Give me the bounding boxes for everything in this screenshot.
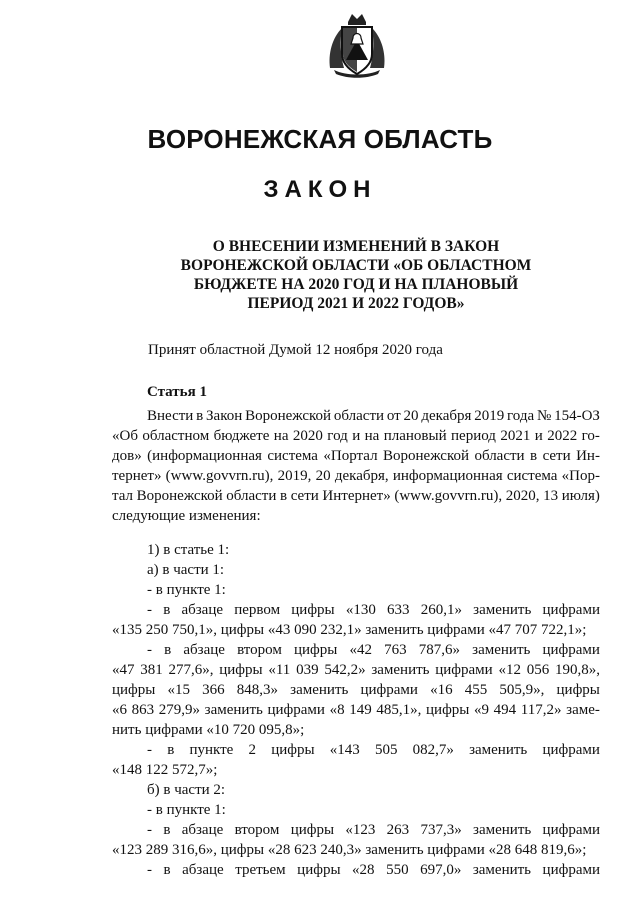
text-line: Внести в Закон Воронежской области от 20 декабря 2019 года № 154-ОЗ [147, 408, 600, 424]
text-line: тал Воронежской области в сети Интернет» (www.govvrn.ru), 2020, 13 июля) [112, 488, 600, 504]
text-line: «6 863 279,9» заменить цифрами «8 149 485,1», цифры «9 494 117,2» заме- [112, 702, 600, 718]
text-line: - в пункте 2 цифры «143 505 082,7» заменить цифрами [147, 742, 600, 758]
text-line: дов» (информационная система «Портал Воронежской области в сети Ин- [112, 448, 600, 464]
coat-of-arms-icon [326, 10, 388, 80]
text-line: б) в части 2: [147, 782, 226, 798]
text-line: «135 250 750,1», цифры «43 090 232,1» заменить цифрами «47 707 722,1»; [112, 622, 587, 638]
text-line: - в абзаце первом цифры «130 633 260,1» заменить цифрами [147, 602, 600, 618]
amendments-list [112, 540, 600, 880]
text-line: следующие изменения: [112, 508, 261, 524]
text-line: 1) в статье 1: [147, 542, 230, 558]
text-line: «Об областном бюджете на 2020 год и на плановый период 2021 и 2022 го- [112, 428, 600, 444]
law-title-line: О ВНЕСЕНИИ ИЗМЕНЕНИЙ В ЗАКОН [212, 238, 500, 255]
article-body [112, 382, 600, 880]
text-line: - в пункте 1: [147, 582, 226, 598]
article-intro [112, 406, 600, 526]
adoption-date: Принят областной Думой 12 ноября 2020 года [148, 342, 443, 358]
text-line: - в абзаце третьем цифры «28 550 697,0» заменить цифрами [147, 862, 600, 878]
text-line: нить цифрами «10 720 095,8»; [112, 722, 305, 738]
law-title-line: ВОРОНЕЖСКОЙ ОБЛАСТИ «ОБ ОБЛАСТНОМ [180, 257, 532, 274]
text-line: - в абзаце втором цифры «123 263 737,3» заменить цифрами [147, 822, 600, 838]
text-line: «123 289 316,6», цифры «28 623 240,3» заменить цифрами «28 648 819,6»; [112, 842, 587, 858]
text-line: цифры «15 366 848,3» заменить цифрами «16 455 505,9», цифры [112, 682, 600, 698]
text-line: тернет» (www.govvrn.ru), 2019, 20 декабря, информационная система «Пор- [112, 468, 600, 484]
law-title [150, 237, 562, 313]
law-title-line: ПЕРИОД 2021 И 2022 ГОДОВ» [247, 295, 465, 312]
text-line: - в пункте 1: [147, 802, 226, 818]
text-line: а) в части 1: [147, 562, 225, 578]
document-type: ЗАКОН [263, 176, 377, 203]
text-line: «47 381 277,6», цифры «11 039 542,2» заменить цифрами «12 056 190,8», [112, 662, 600, 678]
region-title: ВОРОНЕЖСКАЯ ОБЛАСТЬ [147, 124, 493, 154]
article-heading: Статья 1 [147, 384, 207, 400]
text-line: «148 122 572,7»; [112, 762, 218, 778]
text-line: - в абзаце втором цифры «42 763 787,6» заменить цифрами [147, 642, 600, 658]
law-title-line: БЮДЖЕТЕ НА 2020 ГОД И НА ПЛАНОВЫЙ [193, 276, 519, 293]
